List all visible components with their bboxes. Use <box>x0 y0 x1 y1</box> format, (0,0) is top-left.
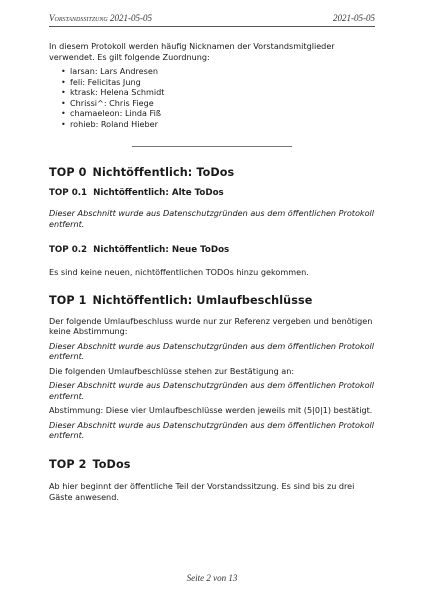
heading-number: TOP 2 <box>49 457 87 471</box>
nickname-list <box>49 66 375 129</box>
heading-title: Nichtöffentlich: Umlaufbeschlüsse <box>92 294 313 307</box>
heading-top0-2 <box>49 245 375 256</box>
header-rule <box>49 26 375 27</box>
heading-title: Nichtöffentlich: Neue ToDos <box>93 245 230 255</box>
list-item: • chamaeleon: Linda Fiß <box>61 108 375 119</box>
redacted-notice: Dieser Abschnitt wurde aus Datenschutzgründen aus dem öffentlichen Protokoll entfernt. <box>49 208 375 229</box>
page-header <box>49 13 375 27</box>
paragraph-text: Die folgenden Umlaufbeschlüsse stehen zur Bestätigung an: <box>49 365 295 376</box>
list-item: • Chrissi^: Chris Fiege <box>61 98 375 109</box>
intro-text: In diesem Protokoll werden häufig Nicknamen der Vorstandsmitglieder verwendet. Es gilt folgende Zuordnung: <box>49 41 335 62</box>
paragraph-text: Der folgende Umlaufbeschluss wurde nur zur Referenz vergeben und benötigen keine Abstimmung: <box>49 315 373 336</box>
page-content <box>49 41 375 502</box>
list-item: • ktrask: Helena Schmidt <box>61 87 375 98</box>
header-left-date: 2021-05-05 <box>109 13 152 23</box>
header-left <box>49 13 152 23</box>
heading-top0 <box>49 168 375 179</box>
heading-top1 <box>49 296 375 307</box>
heading-title: ToDos <box>92 457 131 471</box>
separator-line <box>132 146 292 147</box>
header-title: Vorstandssitzung <box>49 13 108 23</box>
heading-number: TOP 0.1 <box>49 187 88 198</box>
heading-title: Nichtöffentlich: Alte ToDos <box>93 187 224 198</box>
heading-top2 <box>49 457 375 471</box>
heading-title: Nichtöffentlich: ToDos <box>92 166 235 179</box>
redacted-notice: Dieser Abschnitt wurde aus Datenschutzgründen aus dem öffentlichen Protokoll entfernt. <box>49 340 375 361</box>
list-item: • larsan: Lars Andresen <box>61 66 375 77</box>
heading-number: TOP 1 <box>49 294 87 307</box>
redacted-notice: Dieser Abschnitt wurde aus Datenschutzgründen aus dem öffentlichen Protokoll entfernt. <box>49 380 375 401</box>
paragraph-text: Es sind keine neuen, nichtöffentlichen TODOs hinzu gekommen. <box>49 266 309 277</box>
paragraph-text: Ab hier beginnt der öffentliche Teil der Vorstandssitzung. Es sind bis zu drei Gäste anwesend. <box>49 481 355 502</box>
heading-number: TOP 0.2 <box>49 245 88 255</box>
paragraph-text: Abstimmung: Diese vier Umlaufbeschlüsse werden jeweils mit (5|0|1) bestätigt. <box>49 405 373 415</box>
heading-top0-1 <box>49 188 375 199</box>
page-number: Seite 2 von 13 <box>186 573 238 583</box>
redacted-notice: Dieser Abschnitt wurde aus Datenschutzgründen aus dem öffentlichen Protokoll entfernt. <box>49 419 375 440</box>
header-right-date: 2021-05-05 <box>333 13 375 23</box>
heading-number: TOP 0 <box>49 166 87 179</box>
list-item: • feli: Felicitas Jung <box>61 77 375 88</box>
list-item: • rohieb: Roland Hieber <box>61 119 375 130</box>
